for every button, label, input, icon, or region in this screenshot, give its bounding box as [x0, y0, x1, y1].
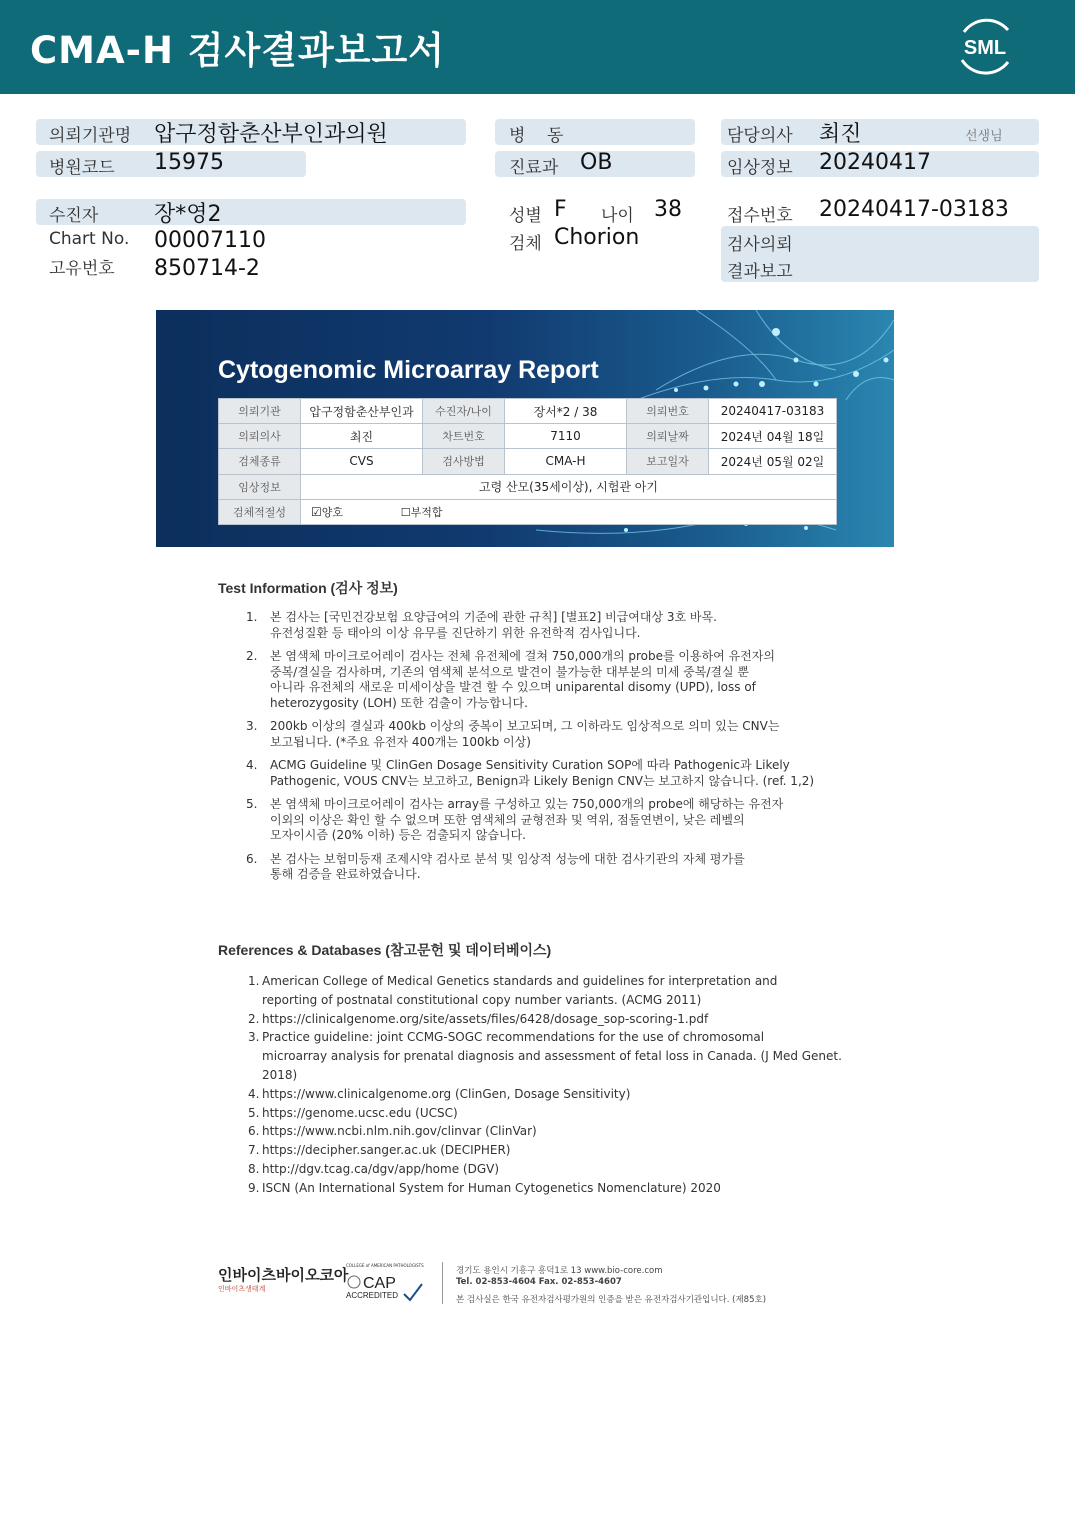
table-cell: 수진자/나이	[423, 399, 505, 424]
table-cell: 검사방법	[423, 449, 505, 474]
list-text: https://clinicalgenome.org/site/assets/files/6428/dosage_sop-scoring-1.pdf	[262, 1011, 709, 1026]
footer-divider	[442, 1262, 443, 1304]
list-item	[246, 719, 846, 750]
chart-label: Chart No.	[49, 229, 130, 249]
list-text: 본 검사는 [국민건강보험 요양급여의 기준에 관한 규칙] [별표2] 비급여대상 3호 바목. 유전성질환 등 태아의 이상 유무를 진단하기 위한 유전학적 검사입니다.	[270, 610, 717, 640]
table-cell: 검체종류	[219, 449, 301, 474]
list-item	[246, 649, 846, 711]
table-row	[219, 474, 837, 499]
table-cell: 임상정보	[219, 474, 301, 499]
table-cell: 2024년 04월 18일	[709, 424, 837, 449]
test-info-title: Test Information (검사 정보)	[218, 580, 398, 596]
svg-text:COLLEGE of AMERICAN PATHOLOGIS: COLLEGE of AMERICAN PATHOLOGISTS	[346, 1263, 424, 1268]
table-cell: 의뢰의사	[219, 424, 301, 449]
institution-value: 압구정함춘산부인과의원	[154, 122, 388, 147]
table-row	[219, 449, 837, 474]
org-logo-text: 인바이츠바이오코아	[218, 1266, 349, 1284]
list-text: http://dgv.tcag.ca/dgv/app/home (DGV)	[262, 1161, 500, 1176]
ward-label: 병 동	[509, 126, 564, 146]
receipt-value: 20240417-03183	[819, 197, 1009, 222]
list-item	[246, 610, 846, 641]
sex-label: 성별	[509, 206, 542, 226]
list-item	[248, 1122, 868, 1141]
table-cell: 검체적절성	[219, 499, 301, 524]
report-label: 결과보고	[727, 262, 793, 282]
list-text: https://www.clinicalgenome.org (ClinGen, Dosage Sensitivity)	[262, 1086, 631, 1101]
list-item	[248, 1085, 868, 1104]
specimen-value: Chorion	[554, 225, 640, 250]
table-cell: 보고일자	[627, 449, 709, 474]
table-cell: 압구정함춘산부인과	[301, 399, 423, 424]
footer	[218, 1262, 778, 1308]
table-cell: 7110	[505, 424, 627, 449]
age-label: 나이	[601, 206, 634, 226]
adequacy-bad: 부적합	[410, 505, 443, 519]
checked-box-icon: ☑	[311, 504, 322, 519]
dept-value: OB	[580, 150, 613, 175]
receipt-label: 접수번호	[727, 206, 793, 226]
chart-value: 00007110	[154, 228, 266, 253]
footer-address: 경기도 용인시 기흥구 흥덕1로 13 www.bio-core.com	[456, 1266, 663, 1276]
patient-row-bg	[36, 199, 466, 225]
list-num: 1.	[248, 974, 260, 988]
list-num: 4.	[246, 758, 258, 772]
svg-text:ACCREDITED: ACCREDITED	[346, 1291, 399, 1300]
list-num: 9.	[248, 1180, 260, 1195]
sex-value: F	[554, 197, 567, 222]
list-num: 3.	[246, 719, 258, 733]
list-item	[246, 852, 846, 883]
report-title: CMA-H 검사결과보고서	[30, 29, 446, 72]
test-info-list	[246, 610, 846, 883]
patient-label: 수진자	[49, 206, 99, 226]
report-banner	[156, 310, 894, 547]
table-cell: 의뢰날짜	[627, 424, 709, 449]
list-text: 본 염색체 마이크로어레이 검사는 array를 구성하고 있는 750,000개의 probe에 해당하는 유전자 이외의 이상은 확인 할 수 없으며 또한 염색체의 균형전좌 및 역위, 점돌연변이, 낮은 레벨의 모자이시즘 (20% 이하) 등은 검출되지 않습니다.	[270, 797, 784, 842]
org-sub-text: 인바이츠생태계	[218, 1285, 266, 1293]
list-item	[248, 1141, 868, 1160]
list-text: American College of Medical Genetics standards and guidelines for interpretation and reporting of postnatal constitutional copy number variants. (ACMG 2011)	[262, 974, 778, 1007]
list-num: 5.	[246, 797, 258, 811]
list-item	[248, 972, 868, 1010]
list-text: ACMG Guideline 및 ClinGen Dosage Sensitivity Curation SOP에 따라 Pathogenic과 Likely Pathogenic, VOUS CNV는 보고하고, Benign과 Likely Benign CNV는 보고하지 않습니다. (ref. 1,2)	[270, 758, 815, 788]
references-list	[248, 972, 868, 1198]
table-cell: 2024년 05월 02일	[709, 449, 837, 474]
banner-title: Cytogenomic Microarray Report	[218, 356, 599, 384]
list-num: 4.	[248, 1086, 260, 1101]
adequacy-good: 양호	[321, 505, 344, 519]
table-cell: 의뢰기관	[219, 399, 301, 424]
empty-box-icon: ☐	[400, 505, 411, 519]
list-num: 7.	[248, 1143, 260, 1158]
list-item	[246, 758, 846, 789]
header-bar	[0, 0, 1075, 94]
table-cell: CVS	[301, 449, 423, 474]
svg-text:CAP: CAP	[363, 1275, 396, 1292]
list-text: 200kb 이상의 결실과 400kb 이상의 중복이 보고되며, 그 이하라도 임상적으로 의미 있는 CNV는 보고됩니다. (*주요 유전자 400개는 100kb 이상)	[270, 719, 780, 749]
footer-cert: 본 검사실은 한국 유전자검사평가원의 인증을 받은 유전자검사기관입니다. (제85호)	[456, 1295, 767, 1305]
cap-accredited-logo	[346, 1262, 426, 1304]
list-item	[248, 1028, 868, 1084]
svg-text:SML: SML	[963, 37, 1007, 59]
list-text: https://www.ncbi.nlm.nih.gov/clinvar (ClinVar)	[262, 1124, 537, 1139]
unique-value: 850714-2	[154, 256, 260, 281]
clinical-label: 임상정보	[727, 158, 793, 178]
list-num: 3.	[248, 1030, 260, 1045]
specimen-label: 검체	[509, 234, 542, 254]
table-cell: 장서*2 / 38	[505, 399, 627, 424]
hospital-code-label: 병원코드	[49, 158, 115, 178]
table-cell: CMA-H	[505, 449, 627, 474]
patient-value: 장*영2	[154, 202, 222, 227]
list-item	[248, 1160, 868, 1179]
banner-summary-table	[218, 398, 837, 525]
list-num: 2.	[246, 649, 258, 663]
doctor-value: 최진	[819, 122, 862, 147]
list-num: 6.	[246, 851, 258, 866]
age-value: 38	[654, 197, 682, 222]
table-cell: 최진	[301, 424, 423, 449]
adequacy-cell	[301, 499, 837, 524]
request-label: 검사의뢰	[727, 235, 793, 255]
list-item	[248, 1104, 868, 1123]
list-num: 1.	[246, 610, 258, 624]
institution-label: 의뢰기관명	[49, 126, 132, 146]
list-text: ISCN (An International System for Human Cytogenetics Nomenclature) 2020	[262, 1180, 721, 1195]
list-text: https://decipher.sanger.ac.uk (DECIPHER)	[262, 1143, 511, 1158]
list-item	[246, 797, 846, 844]
table-row	[219, 424, 837, 449]
table-cell: 차트번호	[423, 424, 505, 449]
hospital-code-value: 15975	[154, 150, 224, 175]
references-title: References & Databases (참고문헌 및 데이터베이스)	[218, 942, 552, 958]
list-text: 본 염색체 마이크로어레이 검사는 전체 유전체에 걸쳐 750,000개의 probe를 이용하여 유전자의 중복/결실을 검사하며, 기존의 염색체 분석으로 발견이 불가능한 대부분의 미세 중복/결실 뿐 아니라 유전체의 새로운 미세이상을 발견 할 수 있으며 uniparental disomy (UPD), loss of heterozygosity (LOH) 또한 검출이 가능합니다.	[270, 649, 775, 710]
unique-label: 고유번호	[49, 259, 115, 279]
list-item	[248, 1010, 868, 1029]
clinical-info-cell: 고령 산모(35세이상), 시험관 아기	[301, 474, 837, 499]
list-item	[248, 1179, 868, 1198]
list-num: 5.	[248, 1105, 260, 1120]
footer-tel: Tel. 02-853-4604 Fax. 02-853-4607	[456, 1277, 622, 1287]
list-text: https://genome.ucsc.edu (UCSC)	[262, 1105, 458, 1120]
table-cell: 20240417-03183	[709, 399, 837, 424]
doctor-suffix: 선생님	[965, 129, 1003, 144]
dept-label: 진료과	[509, 158, 559, 178]
list-text: 본 검사는 보험미등재 조제시약 검사로 분석 및 임상적 성능에 대한 검사기관의 자체 평가를 통해 검증을 완료하였습니다.	[270, 851, 745, 881]
clinical-value: 20240417	[819, 150, 931, 175]
list-text: Practice guideline: joint CCMG-SOGC recommendations for the use of chromosomal microarray analysis for prenatal diagnosis and assessment of fetal loss in Canada. (J Med Genet. 2018)	[262, 1030, 842, 1082]
list-num: 2.	[248, 1011, 260, 1026]
table-row	[219, 499, 837, 524]
list-num: 8.	[248, 1161, 260, 1176]
doctor-label: 담당의사	[727, 126, 793, 146]
sml-logo	[952, 16, 1018, 76]
list-num: 6.	[248, 1124, 260, 1139]
table-cell: 의뢰번호	[627, 399, 709, 424]
table-row	[219, 399, 837, 424]
